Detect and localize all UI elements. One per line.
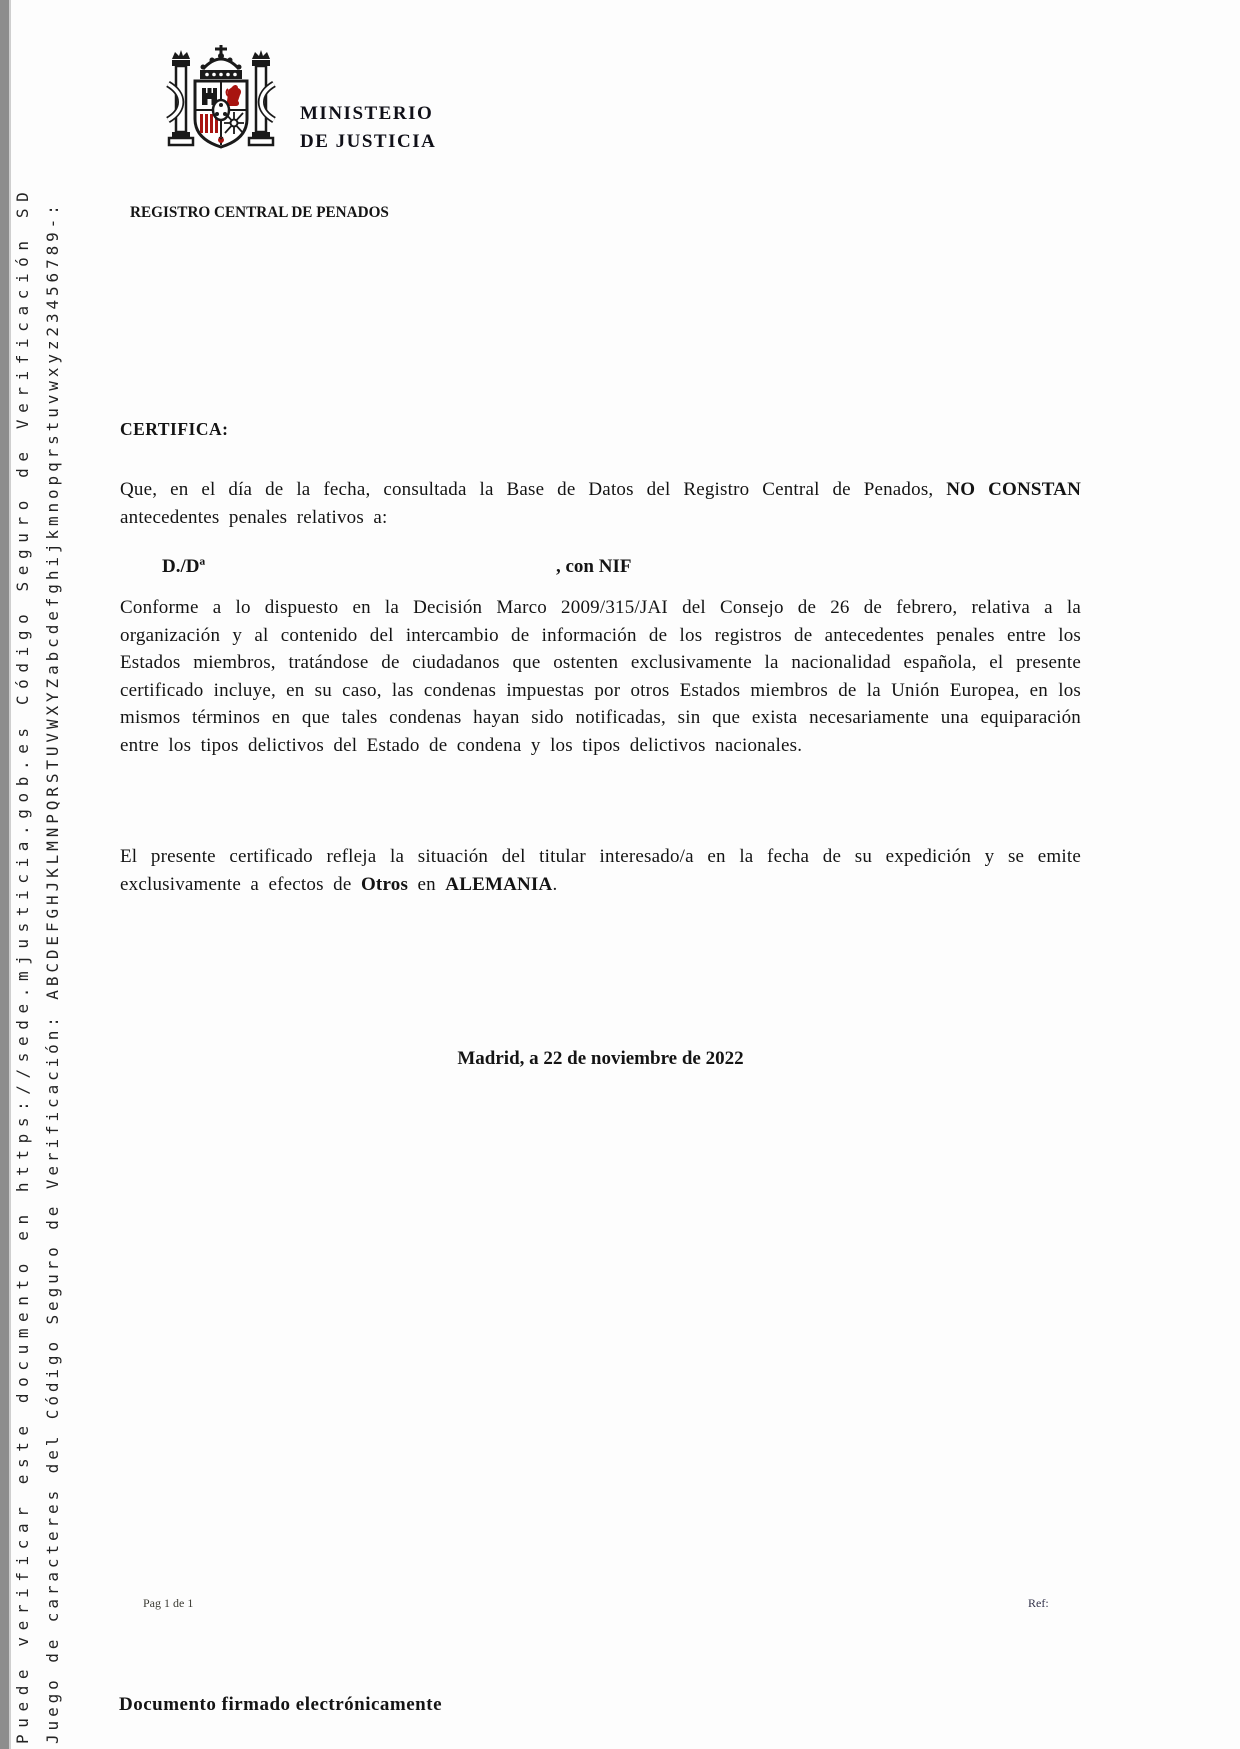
ref-label: Ref: bbox=[1028, 1596, 1049, 1610]
signature-note: Documento firmado electrónicamente bbox=[119, 1694, 443, 1715]
scope-paragraph bbox=[120, 843, 1081, 898]
spain-coat-of-arms-icon bbox=[155, 44, 287, 182]
intro-paragraph bbox=[120, 476, 1081, 531]
ministry-name bbox=[300, 100, 436, 156]
page-indicator: Pag 1 de 1 bbox=[143, 1596, 194, 1610]
scan-edge-bar bbox=[0, 0, 9, 1749]
certifica-heading: CERTIFICA: bbox=[120, 419, 229, 439]
date-line: Madrid, a 22 de noviembre de 2022 bbox=[457, 1048, 744, 1069]
ministry-line1: MINISTERIO bbox=[300, 103, 434, 124]
department-title: REGISTRO CENTRAL DE PENADOS bbox=[130, 204, 389, 221]
scope-text-mid: en bbox=[408, 873, 446, 895]
intro-text-post: antecedentes penales relativos a: bbox=[120, 506, 388, 528]
intro-text-pre: Que, en el día de la fecha, consultada la Base de Datos del Registro Central de Penados, bbox=[120, 479, 947, 500]
scope-text-pre: El presente certificado refleja la situación del titular interesado/a en la fecha de su expedición y se emite exclusivamente a efectos de bbox=[120, 846, 1081, 895]
charset-vertical-text: Juego de caracteres del Código Seguro de Verificación: ABCDEFGHJKLMNPQRSTUVWXYZabcdefghijkmnopqrstuvwxyz23456789-: bbox=[43, 201, 62, 1744]
verification-url-vertical-text: Puede verificar este documento en https://sede.mjusticia.gob.es Código Seguro de Verificación SD bbox=[13, 185, 32, 1744]
purpose-value: Otros bbox=[360, 873, 409, 895]
no-constan-emphasis: NO CONSTAN bbox=[946, 479, 1081, 500]
ministry-line2: DE JUSTICIA bbox=[300, 131, 437, 152]
holder-nif-label: , con NIF bbox=[556, 556, 632, 577]
framework-paragraph: Conforme a lo dispuesto en la Decisión Marco 2009/315/JAI del Consejo de 26 de febrero, relativa a la organización y al contenido del intercambio de información de los registros de antecedentes penales entre los Estados miembros, tratándose de ciudadanos que ostenten exclusivamente la nacionalidad española, el presente certificado incluye, en su caso, las condenas impuestas por otros Estados miembros de la Unión Europea, en los mismos términos en que tales condenas hayan sido notificadas, sin que exista necesariamente una equiparación entre los tipos delictivos del Estado de condena y los tipos delictivos nacionales. bbox=[120, 597, 1081, 756]
scope-text-end: . bbox=[552, 873, 558, 895]
scan-edge-highlight bbox=[9, 0, 11, 1749]
country-value: ALEMANIA bbox=[445, 873, 553, 895]
holder-prefix: D./Dª bbox=[162, 556, 206, 577]
